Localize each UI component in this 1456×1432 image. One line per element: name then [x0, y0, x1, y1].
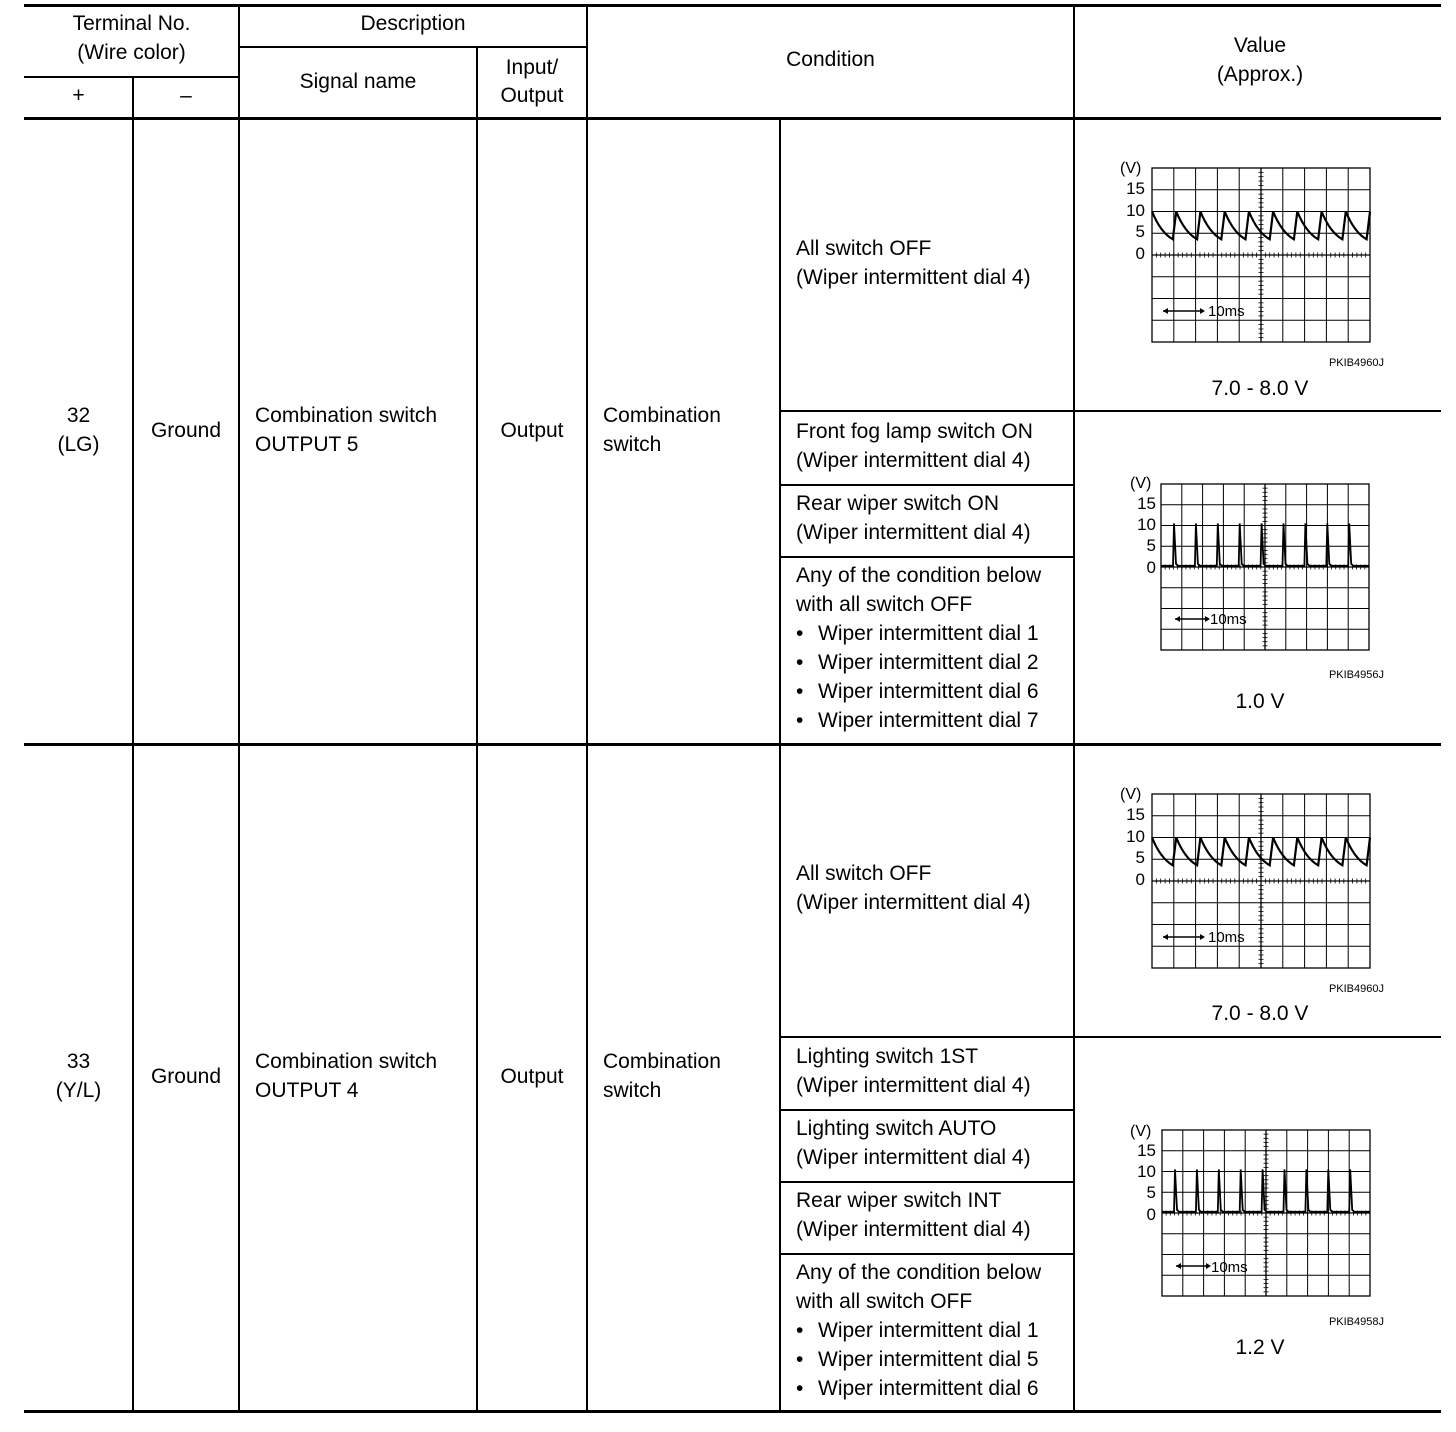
ground-label: Ground — [150, 419, 222, 442]
arrow-right-icon — [1200, 308, 1205, 314]
bullet-item: • Wiper intermittent dial 6 — [796, 680, 1039, 703]
condition-text: (Wiper intermittent dial 4) — [796, 449, 1031, 472]
bullet-item: • Wiper intermittent dial 1 — [796, 1319, 1039, 1342]
grid — [1162, 1130, 1370, 1296]
waveform-graph — [1118, 1116, 1388, 1332]
tick-label: 10 — [1137, 1162, 1156, 1181]
condition-text: Lighting switch AUTO — [796, 1117, 997, 1140]
tick-label: 15 — [1137, 494, 1156, 513]
signal-name: OUTPUT 5 — [255, 433, 359, 456]
condition-text: Rear wiper switch INT — [796, 1189, 1002, 1212]
table-bottom-border — [24, 1410, 1441, 1413]
condition-source: switch — [603, 433, 662, 456]
bullet-item: • Wiper intermittent dial 6 — [796, 1377, 1039, 1400]
unit-label: (V) — [1130, 1123, 1152, 1140]
tick-label: 0 — [1146, 558, 1156, 577]
unit-label: (V) — [1120, 160, 1142, 177]
unit-label: (V) — [1120, 786, 1142, 803]
waveform-graph — [1118, 155, 1388, 375]
condition-text: Any of the condition below — [796, 1261, 1042, 1284]
cond-divider — [780, 1181, 1074, 1183]
header-line — [238, 46, 587, 48]
condition-text: (Wiper intermittent dial 4) — [796, 266, 1031, 289]
arrow-left-icon — [1163, 308, 1168, 314]
header-condition: Condition — [786, 48, 875, 71]
header-approx: (Approx.) — [1216, 63, 1304, 86]
tick-label: 5 — [1146, 536, 1156, 555]
wire-color: (LG) — [57, 433, 100, 456]
condition-text: (Wiper intermittent dial 4) — [796, 891, 1031, 914]
condition-source: Combination — [603, 1050, 721, 1073]
arrow-right-icon — [1200, 934, 1205, 940]
figure-code: PKIB4960J — [1328, 983, 1384, 995]
col-line — [132, 77, 134, 1412]
tick-label: 0 — [1135, 244, 1145, 263]
time-division-label: 10ms — [1208, 303, 1245, 320]
header-minus: – — [180, 84, 192, 107]
condition-text: Any of the condition below — [796, 564, 1042, 587]
bullet-item: • Wiper intermittent dial 2 — [796, 651, 1039, 674]
condition-text: with all switch OFF — [796, 1290, 973, 1313]
oscilloscope-waveform — [1118, 470, 1388, 685]
time-division-label: 10ms — [1210, 611, 1247, 628]
tick-label: 5 — [1146, 1183, 1156, 1202]
arrow-left-icon — [1176, 1263, 1181, 1269]
wire-color: (Y/L) — [55, 1079, 102, 1102]
arrow-left-icon — [1175, 616, 1180, 622]
io-label: Output — [500, 1065, 564, 1088]
figure-code: PKIB4958J — [1328, 1316, 1384, 1328]
grid — [1152, 794, 1370, 968]
cond-divider — [780, 1036, 1441, 1038]
row-divider — [24, 743, 1441, 746]
grid — [1152, 168, 1370, 342]
header-description: Description — [360, 12, 466, 35]
cond-divider — [780, 1109, 1074, 1111]
figure-code: PKIB4956J — [1328, 669, 1384, 681]
condition-text: (Wiper intermittent dial 4) — [796, 1146, 1031, 1169]
tick-label: 10 — [1126, 827, 1145, 846]
grid — [1161, 484, 1369, 650]
header-terminal-no: Terminal No. — [72, 12, 191, 35]
time-division-label: 10ms — [1211, 1259, 1248, 1276]
cond-divider — [780, 1253, 1074, 1255]
cond-divider — [780, 410, 1441, 412]
condition-text: (Wiper intermittent dial 4) — [796, 1074, 1031, 1097]
condition-text: with all switch OFF — [796, 593, 973, 616]
condition-text: All switch OFF — [796, 237, 932, 260]
time-division-label: 10ms — [1208, 929, 1245, 946]
bullet-item: • Wiper intermittent dial 5 — [796, 1348, 1039, 1371]
header-output: Output — [500, 84, 564, 107]
cond-divider — [780, 484, 1074, 486]
bullet-item: • Wiper intermittent dial 7 — [796, 709, 1039, 732]
tick-label: 10 — [1137, 515, 1156, 534]
tick-label: 15 — [1126, 179, 1145, 198]
signal-name: Combination switch — [255, 1050, 438, 1073]
bullet-item: • Wiper intermittent dial 1 — [796, 622, 1039, 645]
oscilloscope-waveform — [1118, 1116, 1388, 1332]
header-plus: + — [72, 84, 85, 107]
col-line — [586, 6, 588, 1412]
header-wire-color: (Wire color) — [77, 41, 186, 64]
condition-text: (Wiper intermittent dial 4) — [796, 521, 1031, 544]
condition-text: Lighting switch 1ST — [796, 1045, 979, 1068]
table-top-border — [24, 4, 1441, 7]
col-line — [238, 6, 240, 1412]
waveform-graph — [1118, 470, 1388, 685]
col-line — [779, 119, 781, 1412]
header-signal-name: Signal name — [299, 70, 417, 93]
cond-divider — [780, 556, 1074, 558]
condition-text: Rear wiper switch ON — [796, 492, 1000, 515]
value-label: 7.0 - 8.0 V — [1211, 1002, 1309, 1025]
oscilloscope-waveform — [1118, 155, 1388, 375]
signal-name: OUTPUT 4 — [255, 1079, 359, 1102]
tick-label: 5 — [1135, 222, 1145, 241]
condition-text: Front fog lamp switch ON — [796, 420, 1033, 443]
figure-code: PKIB4960J — [1328, 357, 1384, 369]
header-value: Value — [1233, 34, 1287, 57]
value-label: 1.0 V — [1235, 690, 1285, 713]
io-label: Output — [500, 419, 564, 442]
tick-label: 0 — [1135, 870, 1145, 889]
waveform-graph — [1118, 781, 1388, 1001]
tick-label: 15 — [1126, 805, 1145, 824]
unit-label: (V) — [1130, 475, 1152, 492]
tick-label: 10 — [1126, 201, 1145, 220]
terminal-number: 32 — [66, 404, 91, 427]
condition-source: switch — [603, 1079, 662, 1102]
header-input: Input/ — [505, 56, 559, 79]
header-bottom-border — [24, 117, 1441, 120]
condition-text: (Wiper intermittent dial 4) — [796, 1218, 1031, 1241]
condition-source: Combination — [603, 404, 721, 427]
value-label: 7.0 - 8.0 V — [1211, 377, 1309, 400]
tick-label: 15 — [1137, 1141, 1156, 1160]
col-line — [476, 47, 478, 1412]
arrow-left-icon — [1163, 934, 1168, 940]
oscilloscope-waveform — [1118, 781, 1388, 1001]
terminal-number: 33 — [66, 1050, 91, 1073]
condition-text: All switch OFF — [796, 862, 932, 885]
value-label: 1.2 V — [1235, 1336, 1285, 1359]
signal-name: Combination switch — [255, 404, 438, 427]
tick-label: 5 — [1135, 848, 1145, 867]
tick-label: 0 — [1146, 1205, 1156, 1224]
ground-label: Ground — [150, 1065, 222, 1088]
